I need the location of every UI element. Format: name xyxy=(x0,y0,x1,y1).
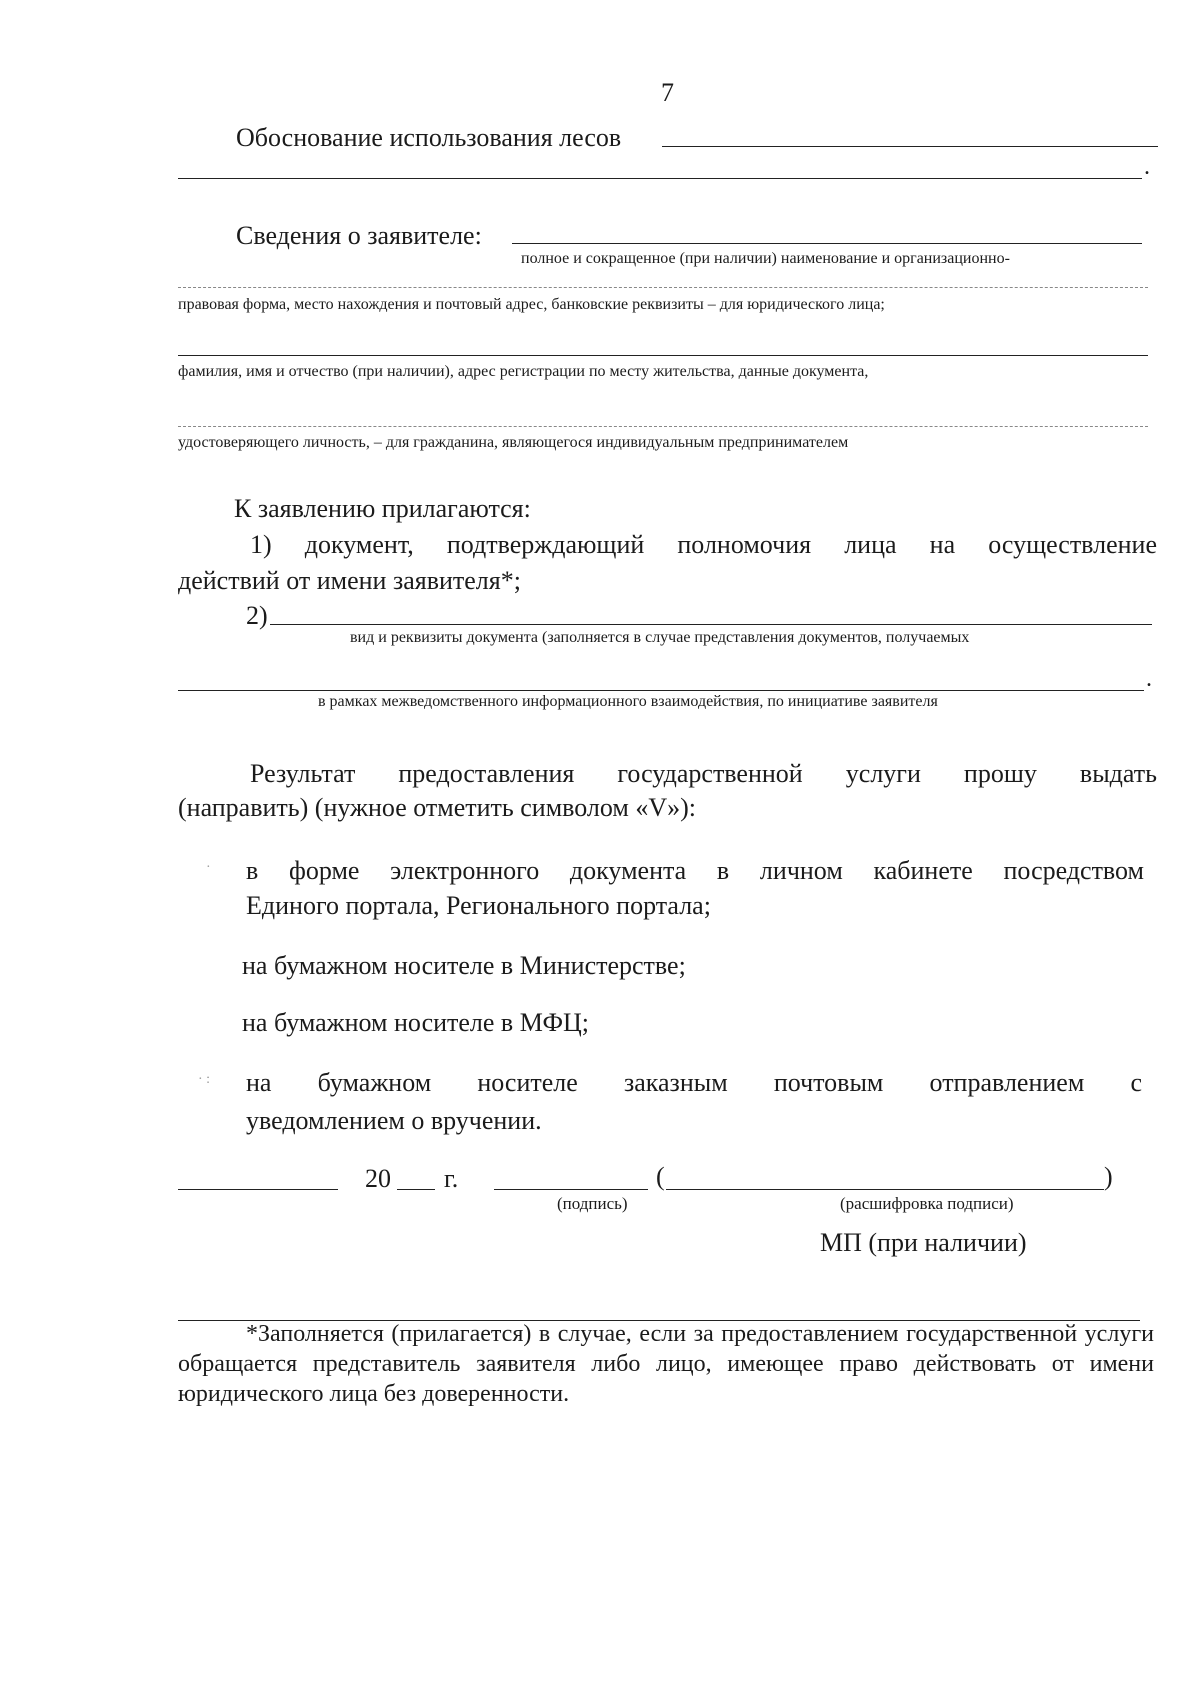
attachment-item-2-end-mark: . xyxy=(1146,666,1152,692)
signature-line[interactable] xyxy=(494,1189,648,1190)
attachment-item-2-input-line-1[interactable] xyxy=(270,624,1152,625)
applicant-input-line-4[interactable] xyxy=(178,426,1148,427)
result-intro-line-2: (направить) (нужное отметить символом «V»): xyxy=(178,793,697,822)
year-suffix: г. xyxy=(444,1164,459,1193)
option-1-line-1: в форме электронного документа в личном кабинете посредством xyxy=(246,856,1144,885)
option-3-line-1: на бумажном носителе в МФЦ; xyxy=(242,1008,590,1037)
applicant-hint-4: удостоверяющего личность, – для гражданина, являющегося индивидуальным предпринимателем xyxy=(178,434,849,451)
attachments-label: К заявлению прилагаются: xyxy=(234,494,531,523)
justification-label: Обоснование использования лесов xyxy=(236,123,622,152)
applicant-label: Сведения о заявителе: xyxy=(236,221,482,250)
year-input-line[interactable] xyxy=(397,1189,435,1190)
page-number: 7 xyxy=(661,78,674,107)
decode-hint: (расшифровка подписи) xyxy=(840,1194,1014,1213)
option-4-line-2: уведомлением о вручении. xyxy=(246,1106,542,1135)
close-paren: ) xyxy=(1104,1162,1113,1191)
applicant-hint-2: правовая форма, место нахождения и почтовый адрес, банковские реквизиты – для юридического лица; xyxy=(178,296,885,313)
applicant-input-line-3[interactable] xyxy=(178,355,1148,356)
justification-input-line-2[interactable] xyxy=(178,178,1142,179)
applicant-hint-1: полное и сокращенное (при наличии) наименование и организационно- xyxy=(521,250,1010,267)
applicant-input-line-2[interactable] xyxy=(178,287,1148,288)
justification-input-line-1[interactable] xyxy=(662,146,1158,147)
footnote-line-1: *Заполняется (прилагается) в случае, если за предоставлением государственной услуги xyxy=(246,1321,1154,1347)
signature-hint: (подпись) xyxy=(557,1194,628,1213)
footnote-line-3: юридического лица без доверенности. xyxy=(178,1381,570,1407)
justification-end-mark: . xyxy=(1144,154,1150,180)
attachment-item-2-hint-2: в рамках межведомственного информационного взаимодействия, по инициативе заявителя xyxy=(318,693,938,710)
attachment-item-2-hint-1: вид и реквизиты документа (заполняется в случае представления документов, получаемых xyxy=(350,629,970,646)
option-4-line-1: на бумажном носителе заказным почтовым отправлением с xyxy=(246,1068,1142,1097)
attachment-item-2-number: 2) xyxy=(246,601,268,630)
option-1-checkbox[interactable]: · xyxy=(206,860,211,875)
result-intro-line-1: Результат предоставления государственной услуги прошу выдать xyxy=(250,759,1157,788)
applicant-input-line-1[interactable] xyxy=(512,243,1142,244)
date-day-month-line[interactable] xyxy=(178,1189,338,1190)
option-1-line-2: Единого портала, Регионального портала; xyxy=(246,891,711,920)
attachment-item-1-line-1: 1) документ, подтверждающий полномочия лица на осуществление xyxy=(250,530,1157,559)
option-2-line-1: на бумажном носителе в Министерстве; xyxy=(242,951,686,980)
signature-decode-line[interactable] xyxy=(666,1189,1104,1190)
attachment-item-2-input-line-2[interactable] xyxy=(178,690,1144,691)
attachment-item-1-line-2: действий от имени заявителя*; xyxy=(178,566,521,595)
applicant-hint-3: фамилия, имя и отчество (при наличии), адрес регистрации по месту жительства, данные документа, xyxy=(178,363,869,380)
year-prefix: 20 xyxy=(365,1164,391,1193)
open-paren: ( xyxy=(656,1162,665,1191)
stamp-label: МП (при наличии) xyxy=(820,1228,1027,1257)
footnote-line-2: обращается представитель заявителя либо лицо, имеющее право действовать от имени xyxy=(178,1351,1154,1377)
option-4-checkbox[interactable]: · : xyxy=(198,1072,211,1087)
